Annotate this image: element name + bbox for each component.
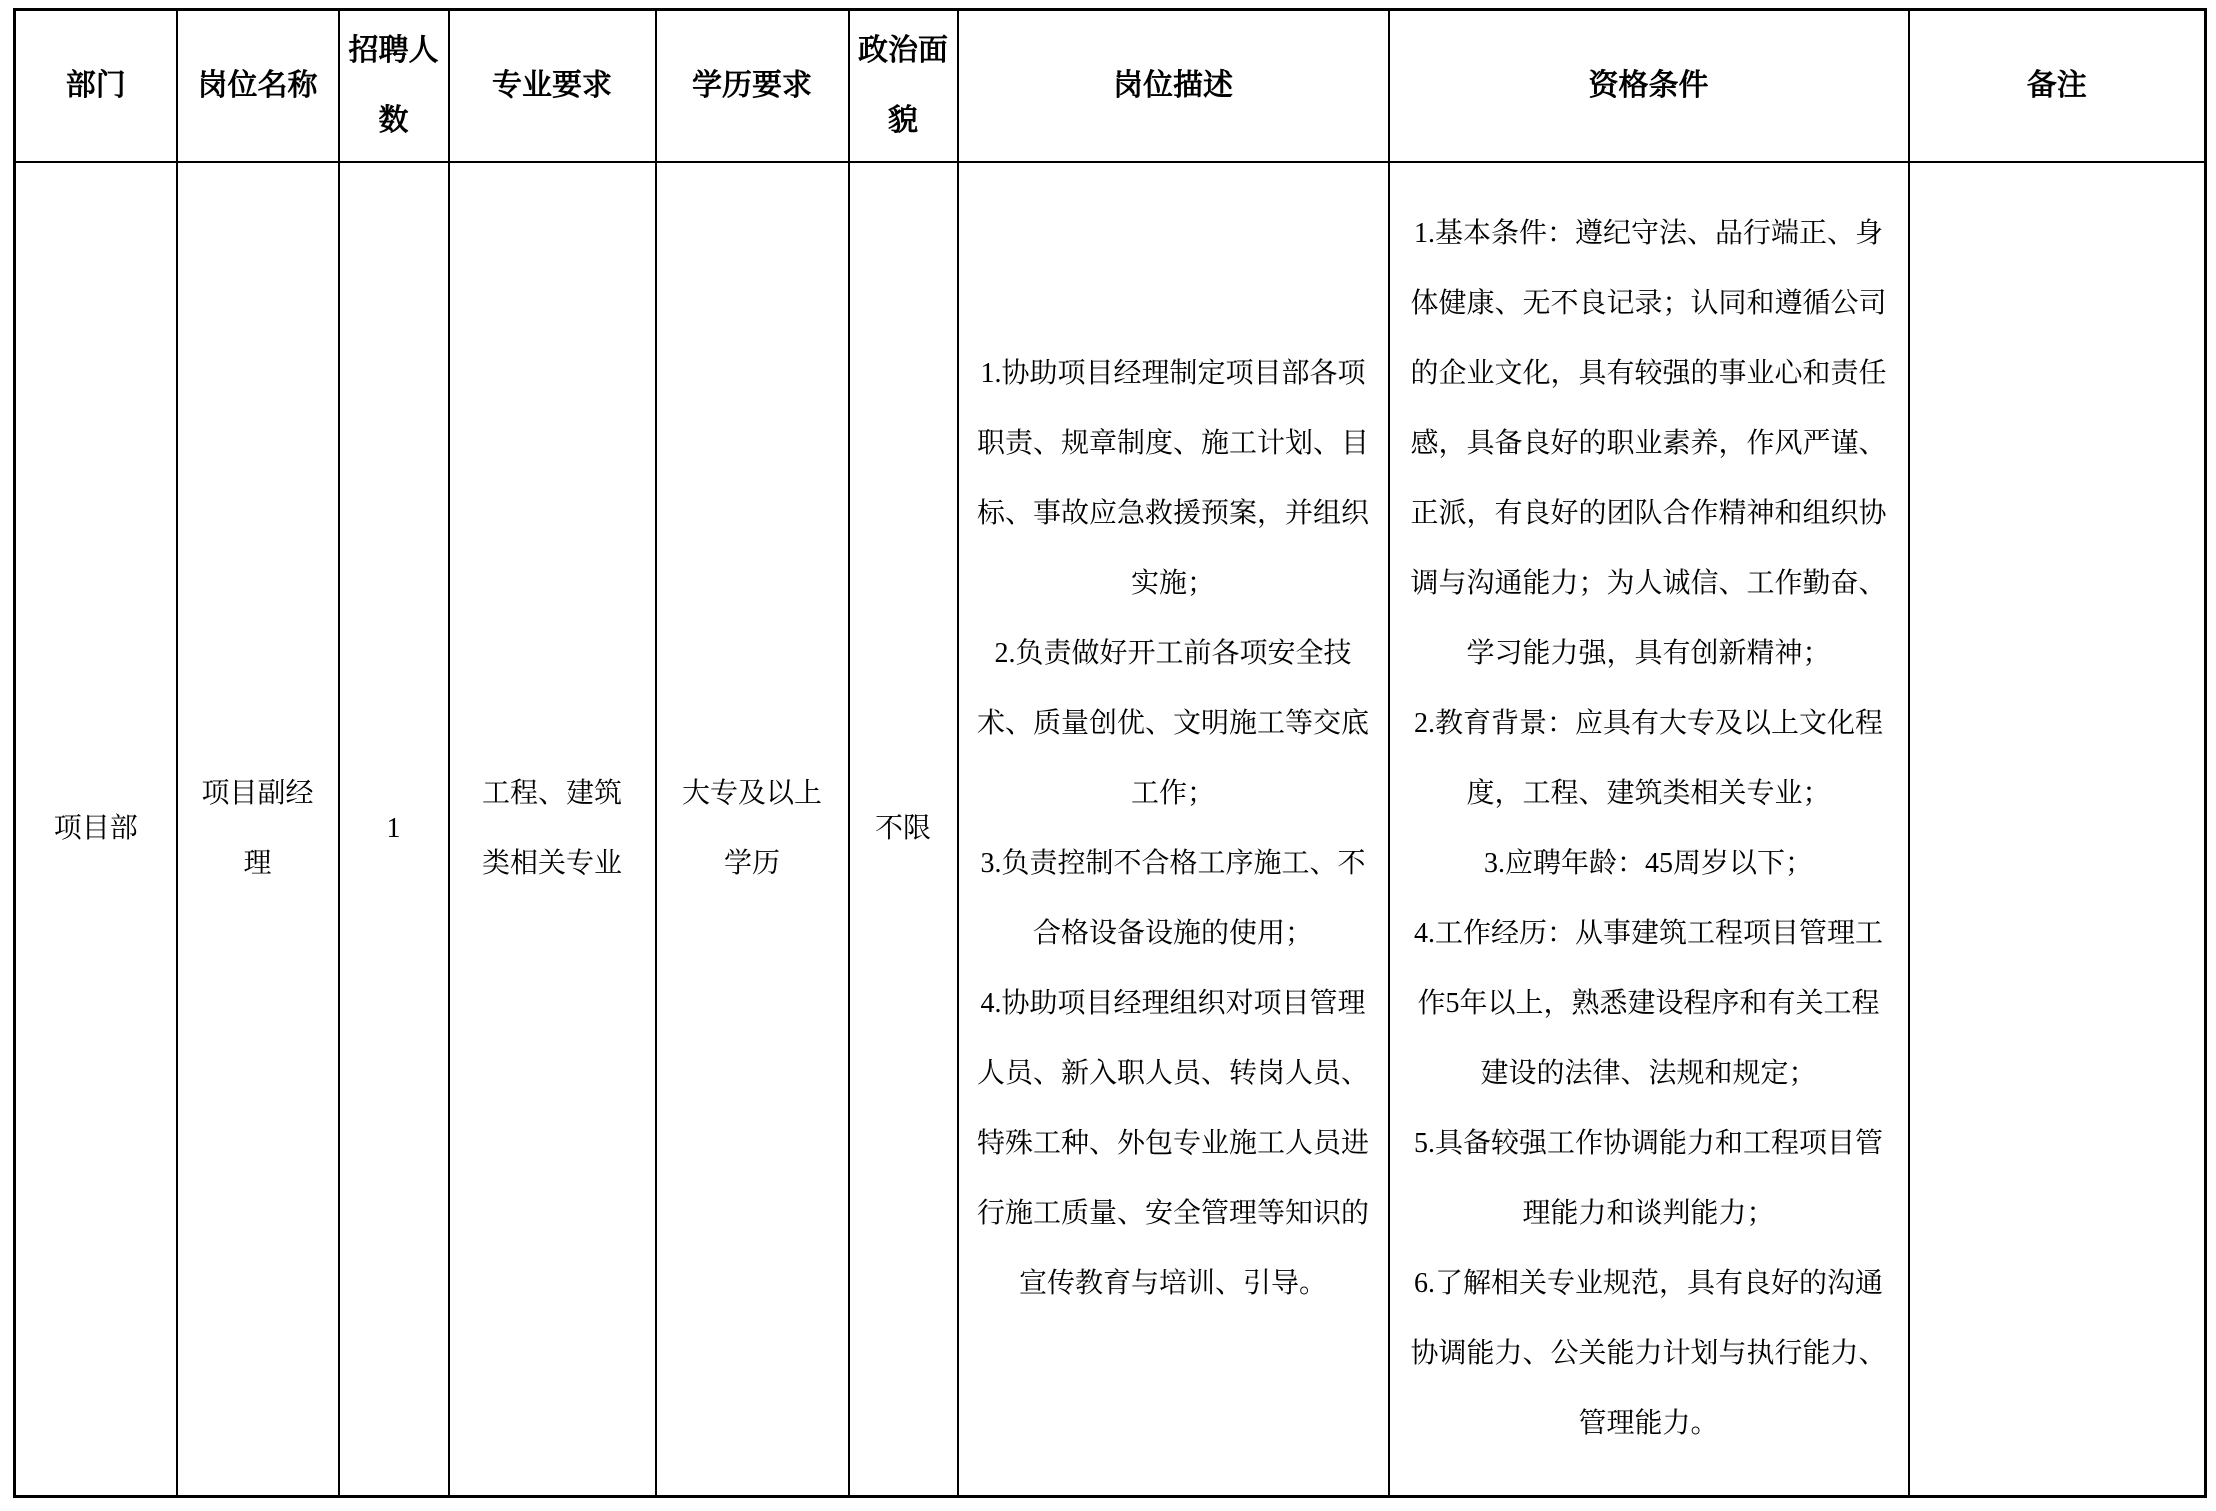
header-cell-description: 岗位描述 (958, 10, 1389, 162)
cell-education: 大专及以上学历 (656, 162, 849, 1497)
cell-department: 项目部 (15, 162, 177, 1497)
text-paragraph: 1.协助项目经理制定项目部各项职责、规章制度、施工计划、目标、事故应急救援预案，并组织实施； (976, 357, 1369, 599)
cell-major: 工程、建筑类相关专业 (449, 162, 656, 1497)
header-cell-qualification: 资格条件 (1389, 10, 1909, 162)
text-paragraph: 3.负责控制不合格工序施工、不合格设备设施的使用； (980, 847, 1366, 949)
text-paragraph: 4.工作经历：从事建筑工程项目管理工作5年以上，熟悉建设程序和有关工程建设的法律、法规和规定； (1413, 917, 1883, 1089)
text-paragraph: 3.应聘年龄：45周岁以下； (1483, 847, 1813, 879)
cell-job-description (958, 162, 1389, 1497)
cell-political: 不限 (849, 162, 958, 1497)
table-row (15, 162, 2206, 1497)
text-paragraph: 2.负责做好开工前各项安全技术、质量创优、文明施工等交底工作； (976, 637, 1369, 809)
header-cell-remark: 备注 (1909, 10, 2206, 162)
header-cell-education: 学历要求 (656, 10, 849, 162)
recruitment-table (13, 8, 2207, 1498)
cell-qualification (1389, 162, 1909, 1497)
text-paragraph: 5.具备较强工作协调能力和工程项目管理能力和谈判能力； (1413, 1127, 1883, 1229)
header-cell-department: 部门 (15, 10, 177, 162)
table-header-row (15, 10, 2206, 162)
text-paragraph: 6.了解相关专业规范，具有良好的沟通协调能力、公关能力计划与执行能力、管理能力。 (1410, 1267, 1887, 1439)
text-paragraph: 1.基本条件：遵纪守法、品行端正、身体健康、无不良记录；认同和遵循公司的企业文化，具有较强的事业心和责任感，具备良好的职业素养，作风严谨、正派，有良好的团队合作精神和组织协调与沟通能力；为人诚信、工作勤奋、学习能力强，具有创新精神； (1410, 217, 1887, 669)
cell-remark (1909, 162, 2206, 1497)
header-cell-political: 政治面貌 (849, 10, 958, 162)
cell-headcount: 1 (339, 162, 449, 1497)
header-cell-major: 专业要求 (449, 10, 656, 162)
cell-position: 项目副经理 (177, 162, 339, 1497)
header-cell-headcount: 招聘人数 (339, 10, 449, 162)
document-page (0, 8, 2216, 1511)
header-cell-position: 岗位名称 (177, 10, 339, 162)
text-paragraph: 4.协助项目经理组织对项目管理人员、新入职人员、转岗人员、特殊工种、外包专业施工人员进行施工质量、安全管理等知识的宣传教育与培训、引导。 (976, 987, 1369, 1299)
text-paragraph: 2.教育背景：应具有大专及以上文化程度，工程、建筑类相关专业； (1413, 707, 1883, 809)
